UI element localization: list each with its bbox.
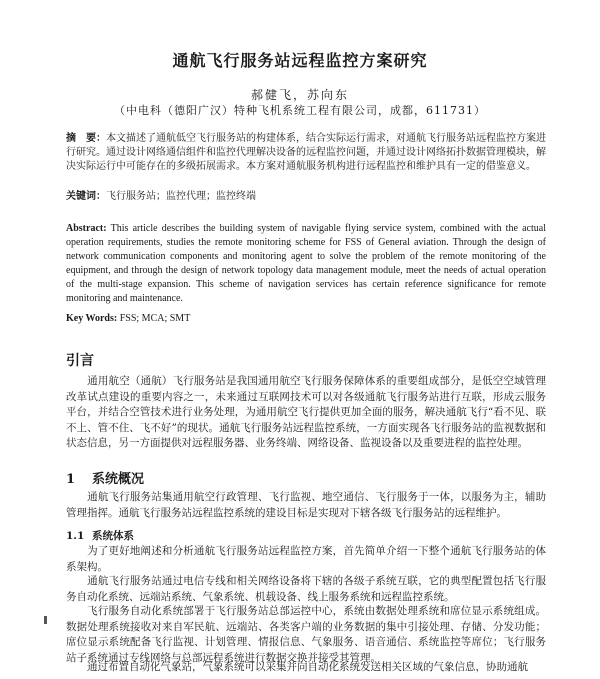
section-1-1-paragraph-1: [66, 544, 546, 575]
english-abstract-label: Abstract:: [66, 223, 107, 234]
chinese-keywords: [66, 190, 546, 204]
chinese-abstract-label: 摘 要：: [66, 133, 106, 144]
english-keywords: [66, 312, 546, 326]
chinese-keywords-label: 关键词：: [66, 191, 106, 202]
paper-affiliation: （中电科（德阳广汉）特种飞机系统工程有限公司，成都，611731）: [114, 104, 486, 117]
english-abstract-text: This article describes the building system of navigable flying service system, combined with the actual operation requirements, studies the remote monitoring scheme for FSS of General aviation. Through the design of network communication components and monitoring agent to solve the problem of the remote monitoring of the equipment, and through the design of network topology data management module, meet the needs of actual operation of the multi-stage expansion. This scheme of navigation services has certain reference significance for remote monitoring and maintenance.: [66, 223, 546, 304]
section-1-1-title: 系统体系: [92, 530, 134, 542]
section-1-1-paragraph-2-text: 通航飞行服务站通过电信专线和相关网络设备将下辖的各级子系统互联，它的典型配置包括飞行服务自动化系统、远端站系统、气象系统、机载设备、线上服务系统和远程监控系统。: [66, 575, 546, 603]
english-abstract: [66, 222, 546, 306]
section-1-1-paragraph-4-text: 通过布置自动化气象站，气象系统可以采集并向自动化系统发送相关区域的气象信息，协助通航: [87, 661, 528, 673]
section-1-number: 1: [66, 472, 76, 487]
chinese-abstract-text: 本文描述了通航低空飞行服务站的构建体系，结合实际运行需求，对通航飞行服务站远程监控方案进行研究。通过设计网络通信组件和监控代理解决设备的远程监控问题，并通过设计网络拓扑数据管理模块，解决实际运行中可能存在的多级拓展需求。本方案对通航服务机构进行远程监控和维护具有一定的借鉴意义。: [66, 133, 546, 172]
english-keywords-label: Key Words:: [66, 313, 118, 324]
paper-title: 通航飞行服务站远程监控方案研究: [172, 51, 428, 70]
section-1-1-paragraph-2: [66, 574, 546, 605]
section-1-1-paragraph-3: [66, 604, 546, 666]
chinese-keywords-text: 飞行服务站；监控代理；监控终端: [106, 191, 256, 202]
paper-authors: 郝健飞，苏向东: [250, 88, 349, 102]
chinese-abstract: [66, 132, 546, 174]
section-1-1-heading: [66, 528, 134, 543]
section-1-title: 系统概况: [92, 472, 145, 487]
section-1-paragraph-text: 通航飞行服务站集通用航空行政管理、飞行监视、地空通信、飞行服务于一体，以服务为主，辅助管理指挥。通航飞行服务站远程监控系统的建设目标是实现对下辖各级飞行服务站的远程维护。: [66, 491, 546, 519]
intro-heading: 引言: [66, 353, 94, 369]
english-keywords-text: FSS; MCA; SMT: [119, 313, 191, 324]
intro-paragraph: [66, 374, 546, 452]
section-1-paragraph: [66, 490, 546, 521]
margin-mark: [44, 616, 47, 624]
section-1-1-paragraph-3-text: 飞行服务自动化系统部署于飞行服务站总部运控中心，系统由数据处理系统和席位显示系统组成。数据处理系统接收对来自军民航、远端站、各类客户端的业务数据的集中引接处理、存储、分发功能；席位显示系统配备飞行监视、计划管理、情报信息、气象服务、语音通信、系统监控等席位；飞行服务站子系统通过专线网络与总部远程系统进行数据交换并接受其管理。: [66, 605, 546, 664]
section-1-1-paragraph-1-text: 为了更好地阐述和分析通航飞行服务站远程监控方案，首先简单介绍一下整个通航飞行服务站的体系架构。: [66, 545, 546, 573]
section-1-heading: [66, 468, 144, 487]
section-1-1-number: 1.1: [66, 530, 85, 542]
section-1-1-paragraph-4: [66, 660, 546, 676]
intro-paragraph-text: 通用航空（通航）飞行服务站是我国通用航空飞行服务保障体系的重要组成部分，是低空空域管理改革试点建设的重要内容之一，未来通过互联网技术可以对各级通航飞行服务站进行互联，形成云服务平台，并结合空管技术进行业务处理，为通用航空飞行提供更加全面的服务，解决通航飞行“看不见、联不上、管不住、飞不好”的现状。通航飞行服务站远程监控系统，一方面实现各飞行服务站的监视数据和状态信息，另一方面提供对远程服务器、业务终端、网络设备、监视设备以及重要进程的监控处理。: [66, 375, 546, 449]
